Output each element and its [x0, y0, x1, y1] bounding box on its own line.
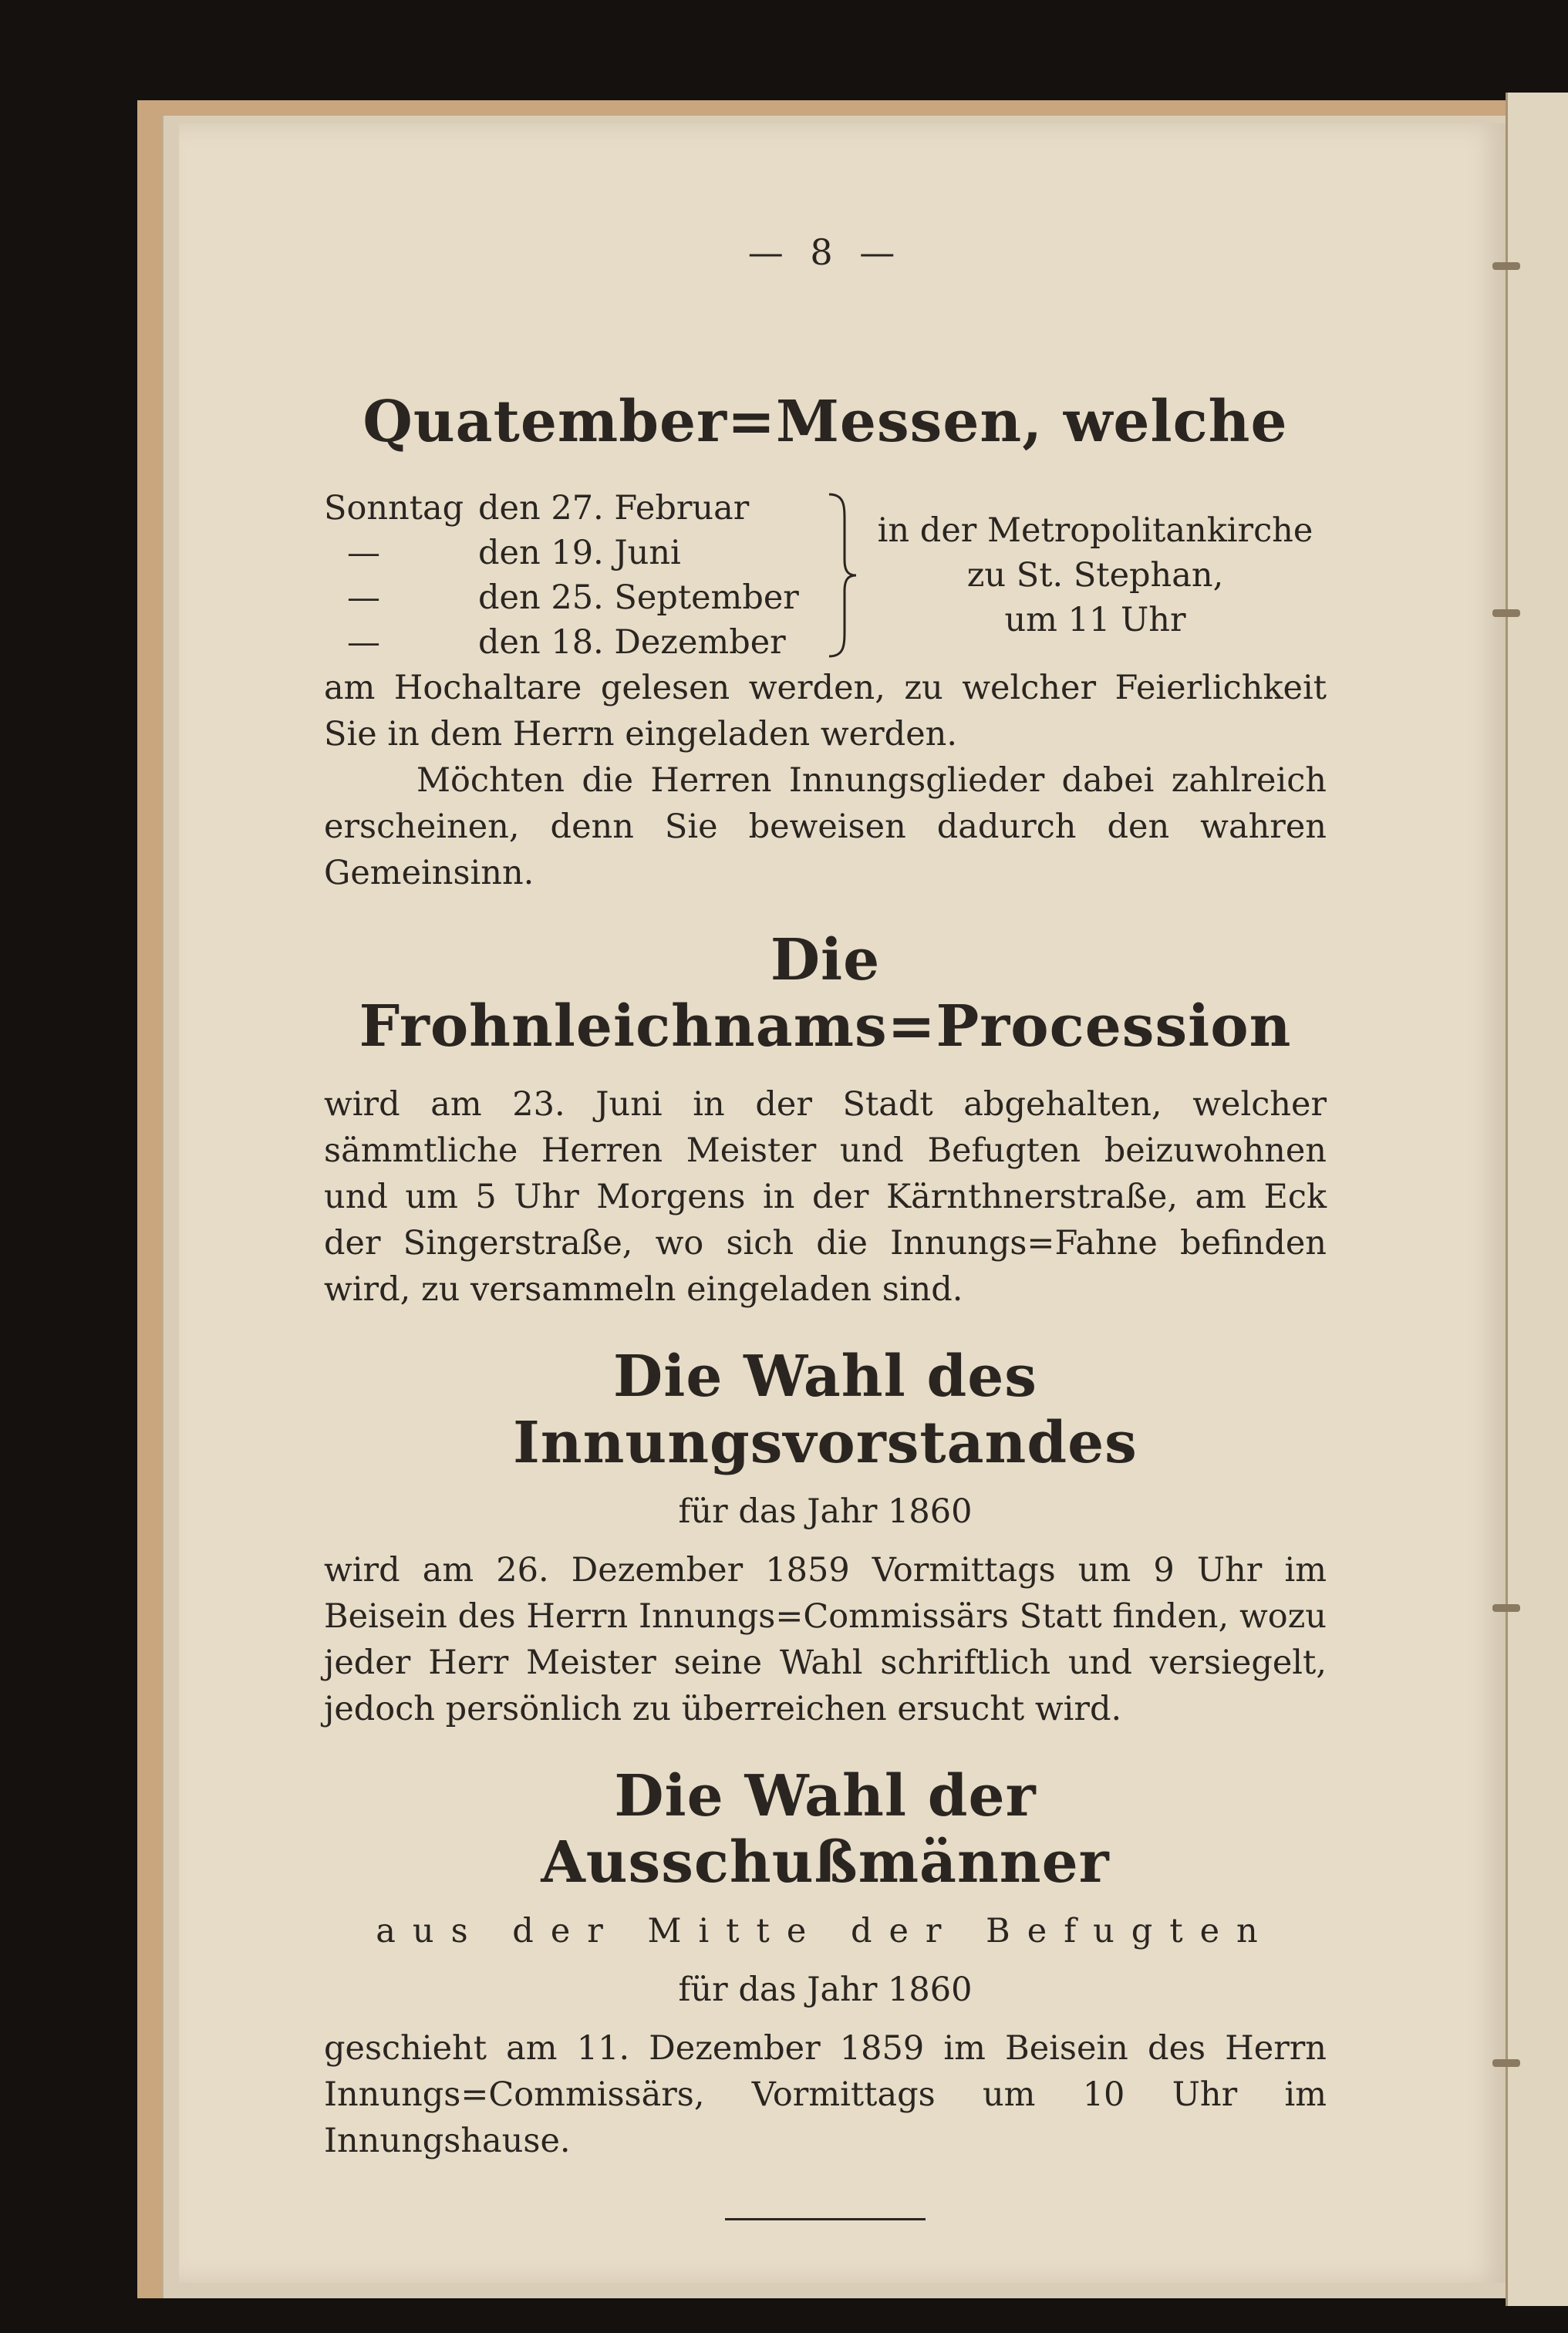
- procession-heading: Die Frohnleichnams=Procession: [359, 927, 1292, 1060]
- quatember-heading: Quatember=Messen, welche: [362, 389, 1288, 455]
- date-value: den 25. September: [478, 578, 799, 617]
- binding-stitch: [1492, 609, 1520, 617]
- church-info: [864, 508, 1327, 642]
- procession-section: [324, 927, 1327, 1313]
- ausschuss-section: [324, 1763, 1327, 2164]
- vorstand-section: [324, 1343, 1327, 1732]
- quatember-text: am Hochaltare gelesen werden, zu welcher Feierlichkeit Sie in dem Herrn eingeladen werden.: [324, 669, 1327, 754]
- date-row: [324, 575, 818, 620]
- church-line: in der Metropolitankirche: [877, 511, 1313, 550]
- date-row: [324, 620, 818, 665]
- date-prefix: Sonntag: [324, 489, 464, 528]
- binding-stitch: [1492, 262, 1520, 270]
- adjacent-page-edge: [1506, 93, 1568, 2306]
- date-row: [324, 531, 818, 575]
- date-row: [324, 486, 818, 531]
- vorstand-subtitle: für das Jahr 1860: [678, 1492, 973, 1531]
- mass-dates-list: [324, 486, 818, 665]
- ausschuss-subtitle: aus der Mitte der Befugten: [376, 1912, 1275, 1950]
- quatember-section: [324, 389, 1327, 896]
- binding-stitch: [1492, 1604, 1520, 1612]
- date-prefix: —: [347, 578, 380, 617]
- vorstand-heading: Die Wahl des Innungsvorstandes: [513, 1343, 1138, 1476]
- date-value: den 19. Juni: [478, 534, 681, 572]
- ausschuss-heading: Die Wahl der Ausschußmänner: [541, 1763, 1110, 1896]
- date-value: den 18. Dezember: [478, 623, 786, 662]
- page-content: [324, 231, 1327, 2220]
- date-prefix: —: [347, 623, 380, 662]
- ausschuss-text: geschieht am 11. Dezember 1859 im Beisein des Herrn Innungs=Commissärs, Vormittags um 10 Uhr im Innungshause.: [324, 2029, 1327, 2160]
- page-number: — 8 —: [747, 231, 903, 273]
- date-value: den 27. Februar: [478, 489, 750, 528]
- curly-brace: [818, 491, 864, 660]
- quatember-appeal: Möchten die Herren Innungsglieder dabei zahlreich erscheinen, denn Sie beweisen dadurch den wahren Gemeinsinn.: [324, 761, 1327, 892]
- vorstand-text: wird am 26. Dezember 1859 Vormittags um 9 Uhr im Beisein des Herrn Innungs=Commissärs Statt finden, wozu jeder Herr Meister seine Wahl schriftlich und versiegelt, jedoch persönlich zu überreichen ersucht wird.: [324, 1551, 1327, 1728]
- closing-rule: [725, 2218, 926, 2220]
- date-prefix: —: [347, 534, 380, 572]
- church-line: um 11 Uhr: [1004, 601, 1186, 639]
- mass-dates-block: [324, 486, 1327, 665]
- ausschuss-year: für das Jahr 1860: [678, 1971, 973, 2009]
- binding-stitch: [1492, 2059, 1520, 2067]
- brace-shape: [818, 491, 864, 660]
- church-line: zu St. Stephan,: [966, 556, 1224, 595]
- procession-text: wird am 23. Juni in der Stadt abgehalten, welcher sämmtliche Herren Meister und Befugten beizuwohnen und um 5 Uhr Morgens in der Kärnthnerstraße, am Eck der Singerstraße, wo sich die Innungs=Fahne befinden wird, zu versammeln eingeladen sind.: [324, 1085, 1327, 1309]
